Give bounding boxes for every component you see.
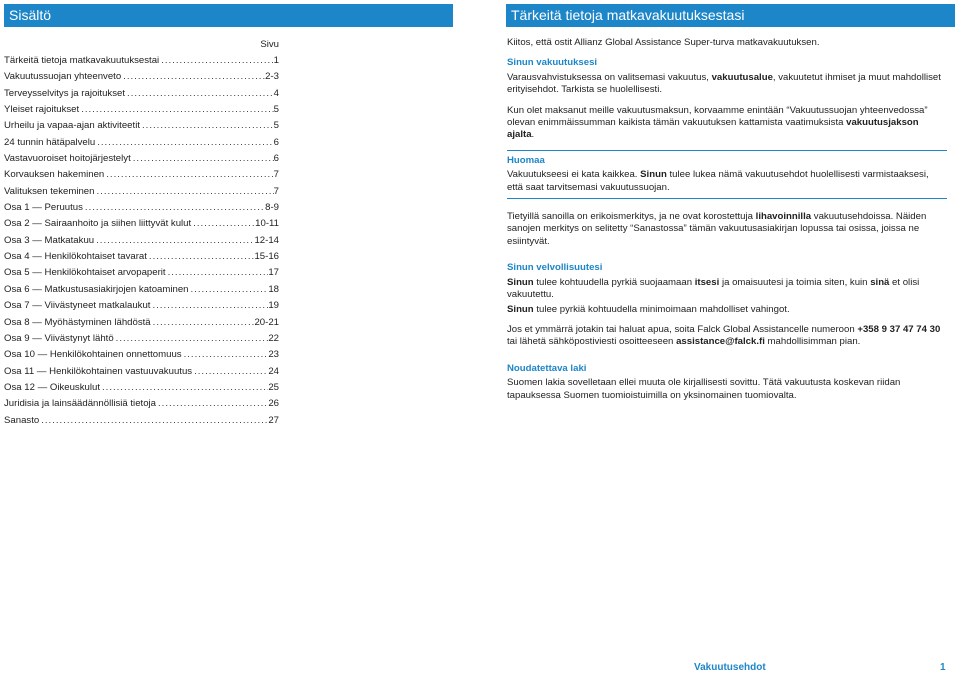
- toc-dot-leader: [104, 167, 273, 183]
- toc-entry-page: 10-11: [255, 218, 279, 230]
- obligations-paragraph-3: Jos et ymmärrä jotakin tai haluat apua, soita Falck Global Assistancelle numeroon +358 9 37 47 74 30 tai lähetä sähköpostiviesti osoitteeseen assistance@falck.fi mahdollisimman pian.: [507, 323, 941, 348]
- toc-entry-title: Osa 9 — Viivästynyt lähtö: [4, 332, 114, 344]
- toc-dot-leader: [189, 282, 269, 298]
- toc-entry-title: Yleiset rajoitukset: [4, 104, 80, 116]
- toc-entry-title: Osa 2 — Sairaanhoito ja siihen liittyvät kulut: [4, 218, 192, 230]
- toc-entry[interactable]: [4, 200, 279, 216]
- toc-entry[interactable]: [4, 380, 279, 396]
- toc-entry-page: 1: [273, 55, 279, 66]
- toc-entry[interactable]: [4, 265, 279, 281]
- toc-dot-leader: [100, 380, 268, 396]
- toc-entry-page: 5: [273, 120, 279, 132]
- toc-entry-page: 25: [268, 381, 279, 393]
- toc-entry-title: 24 tunnin hätäpalvelu: [4, 136, 96, 148]
- toc-dot-leader: [95, 135, 273, 151]
- toc-entry-title: Osa 11 — Henkilökohtainen vastuuvakuutus: [4, 365, 193, 377]
- toc-entry-title: Vastavuoroiset hoitojärjestelyt: [4, 153, 131, 165]
- contents-banner: Sisältö: [4, 4, 453, 27]
- toc-dot-leader: [94, 233, 254, 249]
- toc-entry[interactable]: [4, 216, 279, 232]
- toc-dot-leader: [125, 86, 274, 102]
- toc-entry[interactable]: [4, 184, 279, 200]
- toc-entry[interactable]: [4, 233, 279, 249]
- toc-entry-page: 7: [273, 185, 279, 197]
- toc-entry-title: Osa 1 — Peruutus: [4, 202, 83, 214]
- toc-entry-title: Osa 5 — Henkilökohtaiset arvopaperit: [4, 267, 166, 279]
- toc-entry[interactable]: [4, 53, 279, 69]
- toc-entry[interactable]: [4, 315, 279, 331]
- toc-entry[interactable]: [4, 347, 279, 363]
- toc-dot-leader: [159, 53, 273, 69]
- toc-entry-title: Osa 3 — Matkatakuu: [4, 234, 95, 246]
- toc-entry[interactable]: [4, 396, 279, 412]
- toc-entry-page: 5: [273, 104, 279, 116]
- toc-entry[interactable]: [4, 167, 279, 183]
- toc-entry-page: 8-9: [265, 202, 279, 214]
- insurance-paragraph-2: Kun olet maksanut meille vakuutusmaksun, korvaamme enintään “Vakuutussuojan yhteenvedossa” olevan enimmäissumman kaikista tämän vakuutuksen kattamista vaatimuksista vakuutusjakson ajalta.: [507, 104, 928, 141]
- toc-dot-leader: [39, 413, 268, 429]
- toc-entry-page: 26: [268, 398, 279, 410]
- toc-entry[interactable]: [4, 102, 279, 118]
- page-column-header: Sivu: [260, 39, 279, 50]
- toc-entry-title: Juridisia ja lainsäädännöllisiä tietoja: [4, 398, 156, 410]
- obligations-paragraph-2: Sinun tulee pyrkiä kohtuudella minimoimaan mahdolliset vahingot.: [507, 303, 790, 315]
- toc-entry-title: Osa 8 — Myöhästyminen lähdöstä: [4, 316, 151, 328]
- toc-dot-leader: [121, 69, 265, 85]
- notice-text: Vakuutukseesi ei kata kaikkea. Sinun tulee lukea nämä vakuutusehdot huolellisesti varmistaaksesi, että saat tarvitsemasi vakuutussuojan.: [507, 169, 929, 193]
- toc-dot-leader: [191, 216, 255, 232]
- toc-entry-page: 23: [268, 349, 279, 361]
- toc-dot-leader: [83, 200, 265, 216]
- toc-dot-leader: [151, 315, 255, 331]
- toc-entry-title: Osa 4 — Henkilökohtaiset tavarat: [4, 251, 147, 263]
- toc-entry[interactable]: [4, 249, 279, 265]
- toc-entry[interactable]: [4, 151, 279, 167]
- toc-entry-title: Terveysselvitys ja rajoitukset: [4, 87, 126, 99]
- toc-dot-leader: [192, 364, 268, 380]
- toc-entry-page: 24: [268, 365, 279, 377]
- toc-entry-page: 19: [268, 300, 279, 312]
- toc-entry-title: Urheilu ja vapaa-ajan aktiviteetit: [4, 120, 140, 132]
- toc-entry[interactable]: [4, 69, 279, 85]
- toc-entry-page: 7: [273, 169, 279, 181]
- toc-entry-page: 6: [273, 136, 279, 148]
- toc-entry-title: Osa 10 — Henkilökohtainen onnettomuus: [4, 349, 182, 361]
- section-title-obligations: Sinun velvollisuutesi: [507, 262, 603, 274]
- toc-entry-page: 6: [273, 153, 279, 165]
- toc-entry-title: Osa 7 — Viivästyneet matkalaukut: [4, 300, 151, 312]
- toc-entry-page: 20-21: [254, 316, 279, 328]
- notice-title: Huomaa: [507, 154, 545, 166]
- toc-entry-page: 18: [268, 283, 279, 295]
- toc-dot-leader: [156, 396, 268, 412]
- notice-box: [507, 150, 947, 199]
- insurance-paragraph-1: Varausvahvistuksessa on valitsemasi vakuutus, vakuutusalue, vakuutetut ihmiset ja muut mahdolliset erityisehdot. Tarkista se huolellisesti.: [507, 71, 941, 96]
- toc-dot-leader: [166, 265, 269, 281]
- info-column: [507, 37, 947, 402]
- toc-entry[interactable]: [4, 413, 279, 429]
- toc-entry[interactable]: [4, 135, 279, 151]
- toc-entry[interactable]: [4, 86, 279, 102]
- toc-dot-leader: [140, 118, 274, 134]
- section-title-law: Noudatettava laki: [507, 362, 587, 374]
- toc-dot-leader: [114, 331, 269, 347]
- toc-entry-title: Osa 12 — Oikeuskulut: [4, 381, 100, 393]
- toc-entry-page: 22: [268, 332, 279, 344]
- toc-entry[interactable]: [4, 331, 279, 347]
- section-title-insurance: Sinun vakuutuksesi: [507, 57, 598, 69]
- toc-entry[interactable]: [4, 118, 279, 134]
- toc-entry-title: Valituksen tekeminen: [4, 185, 95, 197]
- toc-dot-leader: [182, 347, 269, 363]
- toc-entry[interactable]: [4, 282, 279, 298]
- toc-dot-leader: [79, 102, 273, 118]
- toc-entry-title: Vakuutussuojan yhteenveto: [4, 71, 122, 83]
- terms-paragraph: Tietyillä sanoilla on erikoismerkitys, ja ne ovat korostettuja lihavoinnilla vakuutusehdoissa. Näiden sanojen merkitys on selitetty “Sanastossa” tämän vakuutusasiakirjan lopussa tai osissa, joissa ne esiintyvät.: [507, 211, 927, 247]
- footer-page-number: 1: [940, 662, 946, 673]
- toc-dot-leader: [147, 249, 255, 265]
- toc-entry-title: Korvauksen hakeminen: [4, 169, 105, 181]
- toc-entry-page: 2-3: [265, 71, 279, 83]
- law-text: Suomen lakia sovelletaan ellei muuta ole kirjallisesti sovittu. Tätä vakuutusta koskevan riidan tapauksessa Suomen tuomioistuimilla on yksinomainen tuomiovalta.: [507, 377, 901, 401]
- toc-entry-title: Sanasto: [4, 414, 40, 426]
- toc-dot-leader: [131, 151, 274, 167]
- toc-entry-title: Tärkeitä tietoja matkavakuutuksestai: [4, 55, 160, 66]
- toc-entry-page: 27: [268, 414, 279, 426]
- obligations-paragraph-1: Sinun tulee kohtuudella pyrkiä suojaamaan itsesi ja omaisuutesi ja toimia siten, kuin sinä et olisi vakuutettu.: [507, 276, 920, 301]
- toc-entry-title: Osa 6 — Matkustusasiakirjojen katoaminen: [4, 283, 189, 295]
- toc-entry[interactable]: [4, 364, 279, 380]
- toc-dot-leader: [150, 298, 268, 314]
- table-of-contents: [4, 38, 279, 429]
- toc-entry-page: 15-16: [254, 251, 279, 263]
- toc-list: [4, 53, 279, 429]
- footer-label: Vakuutusehdot: [694, 662, 766, 673]
- intro-text: Kiitos, että ostit Allianz Global Assistance Super-turva matkavakuutuksen.: [507, 37, 820, 48]
- toc-entry-page: 12-14: [254, 234, 279, 246]
- toc-entry-page: 4: [273, 87, 279, 99]
- toc-entry[interactable]: [4, 298, 279, 314]
- toc-dot-leader: [94, 184, 273, 200]
- toc-entry-page: 17: [268, 267, 279, 279]
- info-banner: Tärkeitä tietoja matkavakuutuksestasi: [506, 4, 955, 27]
